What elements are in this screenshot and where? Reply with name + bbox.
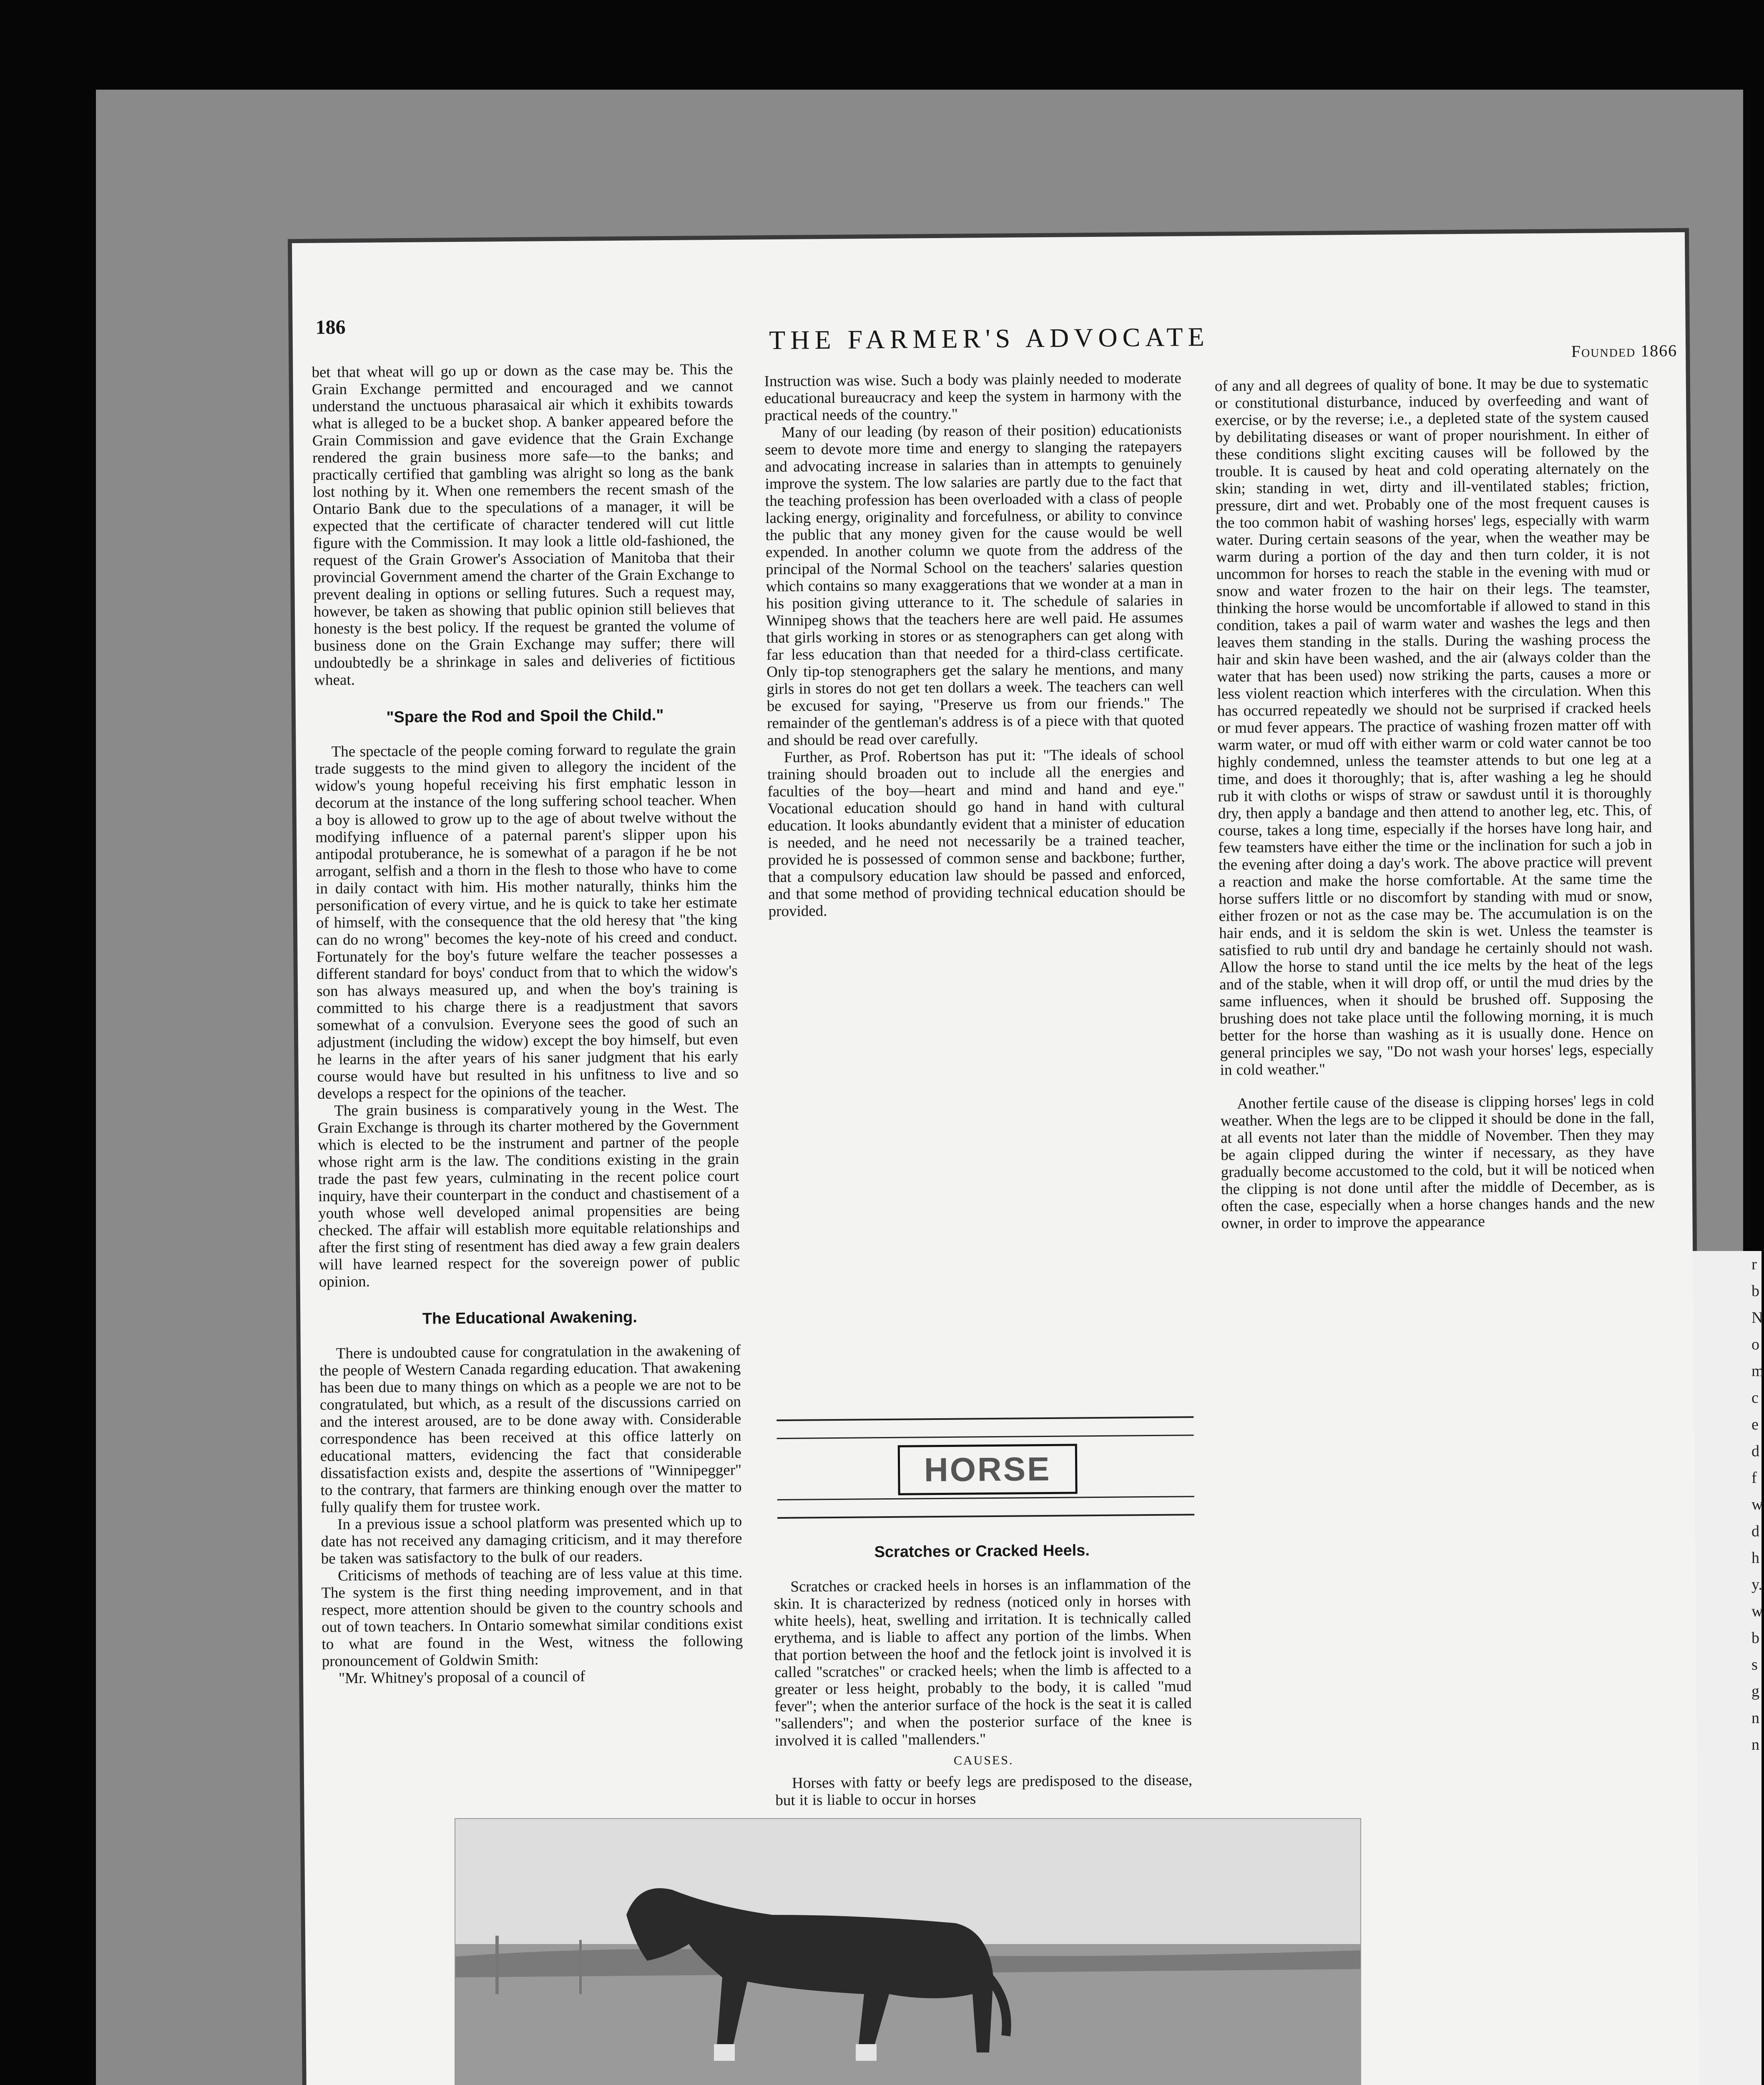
paragraph: Further, as Prof. Robertson has put it: "The ideals of school training should broaden out to include all the energies and faculties of the boy—heart and mind and hand and eye." Vocational education should go hand in hand with cultural education. It looks abundantly evident that a minister of education is needed, and he need not necessarily be a trained teacher, provided he is possessed of common sense and backbone; further, that a compulsory education law should be passed and enforced, and that some method of providing technical education should be provided.: [767, 746, 1186, 920]
horse-photo: [455, 1818, 1361, 2085]
paragraph: "Mr. Whitney's proposal of a council of: [338, 1668, 585, 1687]
horse-article: [774, 1541, 1193, 1809]
paragraph: of any and all degrees of quality of bone. It may be due to systematic or constitutional disturbance, induced by overfeeding and want of exercise, or by the reverse; i.e., a depleted state of the system caused by debilitating diseases or want of proper nourishment. In either of these conditions slight exciting causes will be followed by the trouble. It is caused by heat and cold operating alternately on the skin; standing in wet, dirty and ill-ventilated stables; friction, pressure, dirt and wet. Probably one of the most frequent causes is the too common habit of washing horses' legs, especially with warm water. During certain seasons of the year, when the weather may be warm during a portion of the day and then turn colder, it is not uncommon for horses to reach the stable in the evening with mud or snow and water frozen to the hair on their legs. The teamster, thinking the horse would be uncomfortable if allowed to stand in this condition, takes a pail of warm water and washes the legs and then leaves them standing in the stalls. During the washing process the hair and skin have been washed, and the air (always colder than the water that has been used) now striking the parts, causes a more or less violent reaction which interferes with the circulation. When this has occurred repeatedly we should not be surprised if cracked heels or mud fever appears. The practice of washing frozen matter off with warm water, or mud off with either warm or cold water cannot be too highly condemned, unless the teamster attends to but one leg at a time, and does it thoroughly; that is, after washing a leg he should rub it with cloths or wisps of straw or sawdust until it is thoroughly dry, then apply a bandage and then attend to another leg, etc. This, of course, takes a long time, especially if the horses have long hair, and few teamsters have either the time or the inclination for such a job in the evening after doing a day's work. The above practice will prevent a reaction and make the horse comfortable. At the same time the horse suffers little or no discomfort by standing with mud or snow, either frozen or not as the case may be. The accumulation is on the hair ends, and it is seldom the skin is wet. Unless the teamster is satisfied to rub until dry and bandage he certainly should not wash. Allow the horse to stand until the ice melts by the heat of the legs and of the stable, when it will drop off, or until the mud dries by the same influences, when it should be brushed off. Supposing the brushing does not take place until the following morning, it is much better for the horse than washing as it is usually done. Hence on general principles we say, "Do not wash your horses' legs, especially in cold weather.": [1214, 374, 1654, 1079]
paragraph: The grain business is comparatively young in the West. The Grain Exchange is through its charter mothered by the Government which is elected to be the instrument and partner of the people whose right arm is the law. The conditions existing in the grain trade the past few years, culminating in the recent police court inquiry, have their counterpart in the conduct and chastisement of a youth whose well developed animal propensities are being checked. The affair will establish more equitable relationships and after the first sting of resentment has died away a few grain dealers will have learned respect for the sovereign power of public opinion.: [317, 1099, 740, 1291]
subheading: CAUSES.: [953, 1753, 1014, 1768]
paragraph: In a previous issue a school platform was presented which up to date has not received any damaging criticism, and it may therefore be taken was satisfactory to the bulk of our readers.: [321, 1512, 742, 1568]
article-heading: The Educational Awakening.: [422, 1308, 638, 1328]
paragraph: Criticisms of methods of teaching are of less value at this time. The system is the first thing needing improvement, and in that respect, more attention should be given to the country schools and out of town teachers. In Ontario somewhat similar conditions exist to what are found in the West, witness the following pronouncement of Goldwin Smith:: [321, 1564, 743, 1670]
adjacent-page-letters: rbNomcedfwdhy.wbsgnn: [1751, 1256, 1764, 1753]
paragraph: There is undoubted cause for congratulation in the awakening of the people of Western Canada regarding education. That awakening has been due to many things on which as a people we are not to be congratulated, but which, as a result of the discussions carried on and the interest aroused, are to be done away with. Considerable correspondence has been received at this office latterly on educational matters, evidencing the fact that considerable dissatisfaction exists and, despite the assertions of "Winnipegger" to the contrary, that farmers are thinking enough over the matter to fully qualify them for trustee work.: [319, 1341, 742, 1516]
paragraph: Instruction was wise. Such a body was plainly needed to moderate educational bureaucracy and keep the system in harmony with the practical needs of the country.": [764, 369, 1182, 425]
article-heading: "Spare the Rod and Spoil the Child.": [386, 706, 664, 726]
adjacent-page-edge: [1689, 1251, 1764, 2085]
newspaper-page: [292, 232, 1701, 2085]
paragraph: The spectacle of the people coming forward to regulate the grain trade suggests to the mind given to allegory the incident of the widow's young hopeful receiving his first emphatic lesson in decorum at the instance of the long suffering school teacher. When a boy is allowed to grow up to the age of about twelve without the modifying influence of a paternal parent's slipper upon his antipodal protuberance, he is somewhat of a paragon if he be not arrogant, selfish and a thorn in the flesh to those who have to come in daily contact with him. His mother naturally, thinks him the personification of every virtue, and he is quick to take her estimate of himself, with the consequence that the old heresy that "the king can do no wrong" becomes the key-note of his creed and conduct. Fortunately for the boy's future welfare the teacher possesses a different standard for boys' conduct from that to which the widow's son has always measured up, and when the boy's training is committed to his charge there is a readjustment that savors somewhat of a convulsion. Everyone sees the good of such an adjustment (including the widow) except the boy himself, but even he learns in the after years of his saner judgment that his early course would have but resulted in his unfitness to live and so develops a respect for the opinions of the teacher.: [314, 740, 739, 1103]
paragraph: Many of our leading (by reason of their position) educationists seem to devote more time and energy to slanging the ratepayers and advocating increase in salaries than in attempts to genuinely improve the system. The low salaries are partly due to the fact that the teaching profession has been overloaded with a class of people lacking energy, originality and forcefulness, or ability to convince the public that any money given for the cause would be well expended. In another column we quote from the address of the principal of the Normal School on the teachers' salaries question which contains so many exaggerations that we wonder at a man in his position giving utterance to it. The schedule of salaries in Winnipeg shows that the teachers here are well paid. He assumes that girls working in stores or as stenographers can get along with far less education than that needed for a third-class certificate. Only tip-top stenographers get the salary he mentions, and many girls in stores do not get ten dollars a week. The teachers can well be excused for saying, "Preserve us from our friends." The remainder of the gentleman's address is of a piece with that quoted and should be read over carefully.: [764, 421, 1184, 749]
paragraph: bet that wheat will go up or down as the case may be. This the Grain Exchange permitted and encouraged and we cannot understand the unctuous pharasaical air which it exhibits towards what is alleged to be a bucket shop. A banker appeared before the Grain Commission and gave evidence that the Grain Exchange rendered the grain business more safe—to the banks; and practically certified that gambling was alright so long as the bank lost nothing by it. When one remembers the recent smash of the Ontario Bank due to the speculations of a manager, it will be expected that the certificate of character tendered will cut little figure with the Commission. It may look a little old-fashioned, the request of the Grain Grower's Association of Manitoba that their provincial Government amend the charter of the Grain Exchange to prevent dealing in options or selling futures. Such a request may, however, be taken as showing that public opinion still believes that honesty is the best policy. If the request be granted the volume of business done on the Grain Exchange may suffer; there will undoubtedly be a shrinkage in sales and deliveries of fictitious wheat.: [312, 360, 736, 689]
article-heading: Scratches or Cracked Heels.: [874, 1542, 1090, 1561]
paragraph: Another fertile cause of the disease is clipping horses' legs in cold weather. When the legs are to be clipped it should be done in the fall, at all events not later than the middle of November. Then they may be again clipped during the winter if necessary, as they have gradually become accustomed to the cold, but it will be noticed when the clipping is not done until after the middle of December, as is often the case, especially when a horse changes hands and the new owner, in order to improve the appearance: [1220, 1092, 1655, 1232]
column-1: [312, 361, 743, 1687]
column-2: [764, 369, 1186, 920]
founded-label: Founded 1866: [1571, 341, 1678, 361]
horse-photo-illustration: [455, 1819, 1360, 2085]
section-banner-title: HORSE: [898, 1444, 1078, 1495]
page-number: 186: [315, 316, 346, 339]
column-3: [1215, 374, 1655, 1232]
section-banner: [776, 1416, 1194, 1519]
paragraph: Scratches or cracked heels in horses is an inflammation of the skin. It is characterized by redness (noticed only in horses with white heels), heat, swelling and irritation. It is technically called erythema, and is liable to affect any portion of the limbs. When that portion between the hoof and the fetlock joint is involved it is called "scratches" or cracked heels; when the limb is affected to a greater or less height, probably to the body, it is called "mud fever"; when the anterior surface of the hock is the seat it is called "sallenders"; and when the posterior surface of the knee is involved it is called "mallenders.": [774, 1575, 1192, 1750]
masthead-title: THE FARMER'S ADVOCATE: [769, 322, 1209, 355]
paragraph: Horses with fatty or beefy legs are predisposed to the disease, but it is liable to occur in horses: [775, 1771, 1193, 1809]
